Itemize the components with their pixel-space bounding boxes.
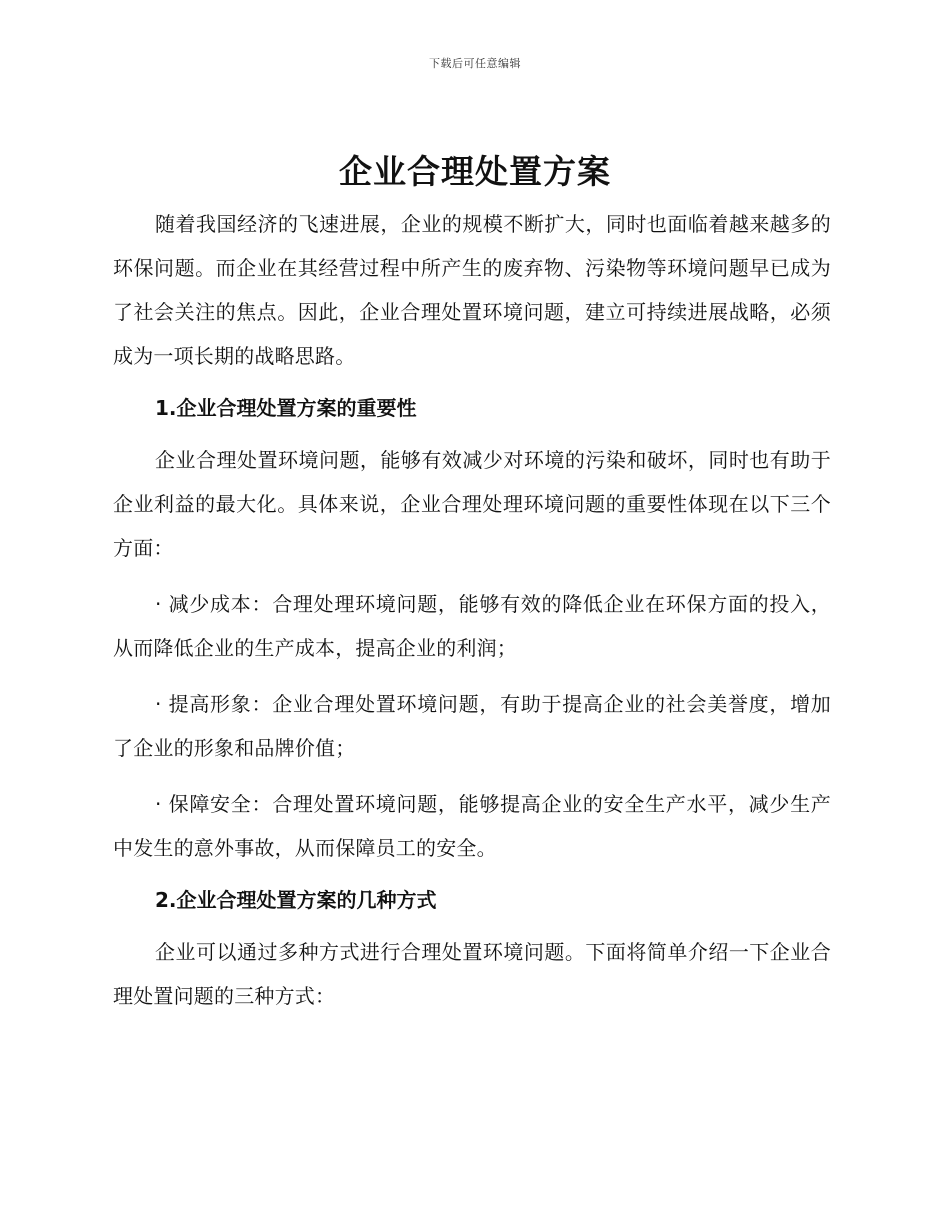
importance-paragraph: 企业合理处置环境问题，能够有效减少对环境的污染和破坏，同时也有助于企业利益的最大化。具体来说，企业合理处理环境问题的重要性体现在以下三个方面： (113, 448, 831, 560)
header-note: 下载后可任意编辑 (429, 57, 521, 70)
document-body (113, 202, 831, 1018)
bullet-improve-image: · 提高形象：企业合理处置环境问题，有助于提高企业的社会美誉度，增加了企业的形象和品牌价值； (113, 692, 831, 760)
document-title: 企业合理处置方案 (339, 152, 611, 191)
intro-paragraph: 随着我国经济的飞速进展，企业的规模不断扩大，同时也面临着越来越多的环保问题。而企业在其经营过程中所产生的废弃物、污染物等环境问题早已成为了社会关注的焦点。因此，企业合理处置环境问题，建立可持续进展战略，必须成为一项长期的战略思路。 (113, 212, 831, 368)
methods-paragraph: 企业可以通过多种方式进行合理处置环境问题。下面将简单介绍一下企业合理处置问题的三种方式： (113, 940, 831, 1008)
bullet-reduce-cost: · 减少成本：合理处理环境问题，能够有效的降低企业在环保方面的投入，从而降低企业的生产成本，提高企业的利润； (113, 592, 831, 660)
bullet-ensure-safety: · 保障安全：合理处置环境问题，能够提高企业的安全生产水平，减少生产中发生的意外事故，从而保障员工的安全。 (113, 792, 831, 860)
section-heading-methods: 2.企业合理处置方案的几种方式 (155, 888, 437, 912)
section-heading-importance: 1.企业合理处置方案的重要性 (155, 396, 417, 420)
